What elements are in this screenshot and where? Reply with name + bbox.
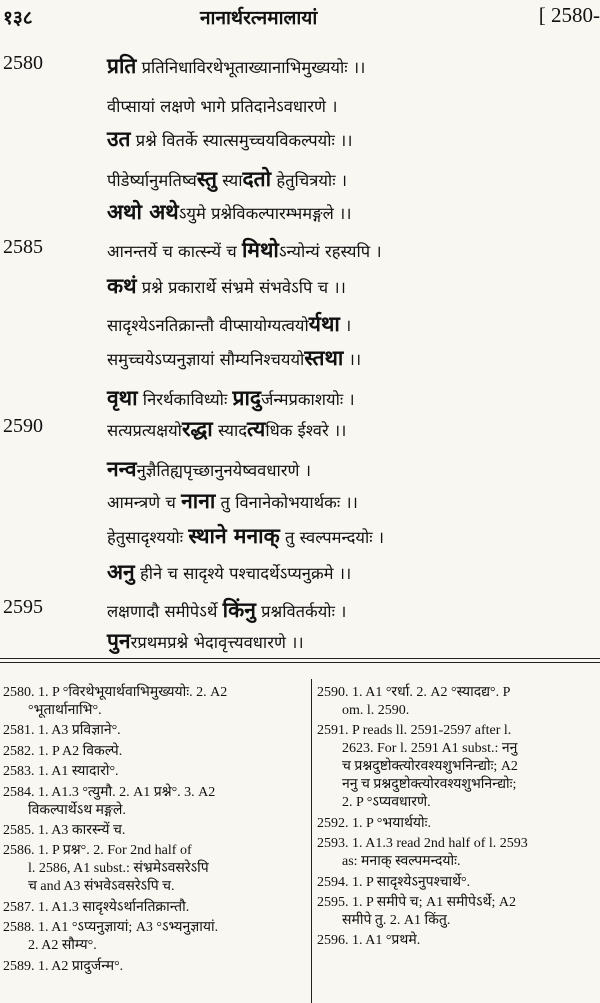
headword: उत xyxy=(107,126,131,151)
headword: कथं xyxy=(107,273,137,298)
footnote xyxy=(3,899,305,917)
column-divider xyxy=(311,679,312,1003)
footnote-line: 2590. 1. A1 °रर्धा. 2. A2 °स्यादद्य°. P xyxy=(317,685,511,700)
headword: किंनु xyxy=(222,597,256,622)
footnote-line: 2593. 1. A1.3 read 2nd half of l. 2593 xyxy=(317,836,528,852)
page-number: १३८ xyxy=(3,7,33,29)
verse-fragment: हीने च सादृश्ये पश्चादर्थेऽप्यनुक्रमे ।। xyxy=(134,564,352,583)
headword: प्रति xyxy=(107,53,137,78)
headword: मिथो xyxy=(241,237,279,262)
footnote xyxy=(317,932,600,950)
verse-text xyxy=(107,165,347,193)
footnote-line: 2583. 1. A1 स्यादारो°. xyxy=(3,764,119,780)
verse-fragment: हेतुचित्रयोः । xyxy=(271,171,348,190)
verse-fragment: र्जन्मप्रकाशयोः । xyxy=(261,390,355,409)
footnote xyxy=(3,684,305,720)
verse-fragment: प्रतिनिधाविरथेभूताख्यानाभिमुख्ययोः ।। xyxy=(136,58,366,77)
footnote-line: 2581. 1. A3 प्रविज्ञाने°. xyxy=(3,723,121,739)
footnote-line: 2585. 1. A3 कारस्न्यें च. xyxy=(3,822,126,838)
footnote xyxy=(317,684,600,720)
footnote xyxy=(3,958,305,976)
verse-text xyxy=(107,522,384,550)
verse-text xyxy=(107,558,351,586)
headword: पुन xyxy=(107,628,131,653)
verse-text xyxy=(107,627,304,655)
verse-fragment: हेतुसादृश्ययोः xyxy=(107,528,189,547)
footnote-line: 2587. 1. A1.3 सादृश्येऽर्थानतिक्रान्तौ. xyxy=(3,899,190,915)
headword: प्रादु xyxy=(232,385,262,410)
footnote xyxy=(3,919,305,955)
verse-fragment: लक्षणादौ समीपेऽर्थे xyxy=(107,602,223,621)
verse-fragment: रप्रथमप्रश्ने भेदावृत्त्यवधारणे ।। xyxy=(130,633,304,652)
footnote xyxy=(317,894,600,930)
footnote xyxy=(3,822,305,840)
footnote-line: as: मनाक् स्वल्पमन्दयोः. xyxy=(342,854,461,870)
footnote-line: 2595. 1. P समीपे च; A1 समीपेऽर्थे; A2 xyxy=(317,894,516,910)
footnote xyxy=(3,743,305,761)
headword: त्य xyxy=(247,416,266,441)
verse-fragment: ।। xyxy=(343,350,362,369)
headword: वृथा xyxy=(107,385,138,410)
footnote-line: 2592. 1. P °भयार्थयोः. xyxy=(317,815,431,831)
verse-text xyxy=(107,125,353,153)
verse-text xyxy=(107,487,358,515)
footnote-line: समीपे तु. 2. A1 किंतु. xyxy=(342,912,451,928)
headword: रद्धा xyxy=(181,416,213,441)
footnote-line: 2623. For l. 2591 A1 subst.: ननु xyxy=(342,741,518,757)
verse-text xyxy=(107,455,311,483)
page-header xyxy=(0,0,600,34)
verse-fragment: स्याद xyxy=(212,421,248,440)
footnote-line: विकल्पार्थेऽथ मङ्गले. xyxy=(28,802,126,818)
verse-number: 2585 xyxy=(3,236,43,258)
headword: दतो xyxy=(242,166,272,191)
footnote xyxy=(317,874,600,892)
rule-lower xyxy=(0,662,600,663)
verse-text xyxy=(107,236,382,264)
headword: अथो अथे xyxy=(107,199,179,224)
footnote-line: च प्रश्नदुष्टोक्त्योरवश्यशुभनिन्द्योः; A2 xyxy=(342,759,518,775)
verse-text xyxy=(107,272,346,300)
verse-range: [ 2580- xyxy=(538,3,600,27)
verse-text xyxy=(107,198,352,226)
verse-fragment: नुज्ञैतिह्यपृच्छानुनयेष्ववधारणे । xyxy=(136,461,311,480)
verse-fragment: स्या xyxy=(217,171,243,190)
notes-right-column xyxy=(317,684,600,953)
verse-fragment: तु स्वल्पमन्दयोः । xyxy=(279,528,385,547)
verse-fragment: धिक ईश्वरे ।। xyxy=(265,421,347,440)
headword: स्तु xyxy=(196,166,217,191)
footnote xyxy=(317,722,600,812)
footnote-line: 2596. 1. A1 °प्रथमे. xyxy=(317,933,421,949)
verse-number: 2590 xyxy=(3,415,43,437)
verse-fragment: । xyxy=(339,316,352,335)
running-title: नानार्थरत्नमालायां xyxy=(200,7,318,29)
footnote-line: 2580. 1. P °विरथेभूयार्थवाभिमुख्ययोः. 2. A2 xyxy=(3,685,228,700)
verse-text xyxy=(107,310,351,338)
notes-left-column xyxy=(3,684,305,978)
rule-upper xyxy=(0,658,600,659)
footnote-line: °भूतार्थानाभि°. xyxy=(28,703,102,718)
headword: स्तथा xyxy=(304,345,344,370)
verse-fragment: समुच्चयेऽप्यनुज्ञायां सौम्यनिश्चययो xyxy=(107,350,305,369)
verse-fragment: आनन्तर्ये च कात्स्न्यें च xyxy=(107,242,242,261)
verse-text xyxy=(107,415,346,443)
verse-fragment: प्रश्ने प्रकारार्थे संभ्रमे संभवेऽपि च ।। xyxy=(136,278,346,297)
verse-fragment: पीडेर्ष्यानुमतिष्व xyxy=(107,171,197,190)
footnote-line: l. 2586, A1 subst.: संभ्रमेऽवसरेऽपि xyxy=(28,861,209,877)
verse-text xyxy=(107,344,361,372)
footnote-line: 2591. P reads ll. 2591-2597 after l. xyxy=(317,723,512,739)
footnote-line: 2582. 1. P A2 विकल्पे. xyxy=(3,743,123,759)
footnote xyxy=(3,722,305,740)
footnote xyxy=(3,763,305,781)
footnote xyxy=(3,842,305,896)
verse-number: 2595 xyxy=(3,596,43,618)
footnote-line: च and A3 संभवेऽवसरेऽपि च. xyxy=(28,879,175,895)
verse-fragment: ऽन्योन्यं रहस्यपि । xyxy=(278,242,382,261)
verse-fragment: आमन्त्रणे च xyxy=(107,493,182,512)
verse-fragment: निरर्थकाविध्योः xyxy=(137,390,233,409)
footnote-line: 2584. 1. A1.3 °त्युमौ. 2. A1 प्रश्ने°. 3. A2 xyxy=(3,784,216,800)
footnote-line: 2588. 1. A1 °ऽप्यनुज्ञायां; A3 °ऽभ्यनुज्ञायां. xyxy=(3,920,219,936)
headword: नन्व xyxy=(107,456,137,481)
footnote-line: ननु च प्रश्नदुष्टोक्त्योरवश्यशुभनिन्द्योः; xyxy=(342,777,517,793)
headword: स्थाने मनाक् xyxy=(188,523,280,548)
headword: अनु xyxy=(107,559,135,584)
footnote xyxy=(317,835,600,871)
verse-text xyxy=(107,596,346,624)
verse-fragment: वीप्सायां लक्षणे भागे प्रतिदानेऽवधारणे । xyxy=(107,97,338,116)
verse-text xyxy=(107,52,365,80)
verse-fragment: सादृश्येऽनतिक्रान्तौ वीप्सायोग्यत्वयो xyxy=(107,316,309,335)
headword: र्यथा xyxy=(308,311,340,336)
verse-fragment: प्रश्ने वितर्के स्यात्समुच्चयविकल्पयोः ।। xyxy=(130,131,353,150)
verse-fragment: सत्यप्रत्यक्षयो xyxy=(107,421,182,440)
footnote-line: om. l. 2590. xyxy=(342,703,410,718)
footnote-line: 2. A2 सौम्य°. xyxy=(28,938,97,954)
verse-number: 2580 xyxy=(3,52,43,74)
verse-text xyxy=(107,384,355,412)
footnote-line: 2. P °ऽप्यवधारणे. xyxy=(342,795,431,811)
verse-fragment: ऽयुमे प्रश्नेविकल्पारम्भमङ्गले ।। xyxy=(178,204,352,223)
headword: नाना xyxy=(181,488,216,513)
footnote xyxy=(3,784,305,820)
verse-fragment: तु विनानेकोभयार्थकः ।। xyxy=(215,493,358,512)
footnote-line: 2594. 1. P सादृश्येऽनुपश्चार्थे°. xyxy=(317,874,471,890)
verse-fragment: प्रश्नवितर्कयोः । xyxy=(255,602,347,621)
verse-text xyxy=(107,94,337,117)
footnote-line: 2586. 1. P प्रश्न°. 2. For 2nd half of xyxy=(3,843,192,859)
footnote-line: 2589. 1. A2 प्रादुर्जन्म°. xyxy=(3,958,124,974)
footnote xyxy=(317,815,600,833)
